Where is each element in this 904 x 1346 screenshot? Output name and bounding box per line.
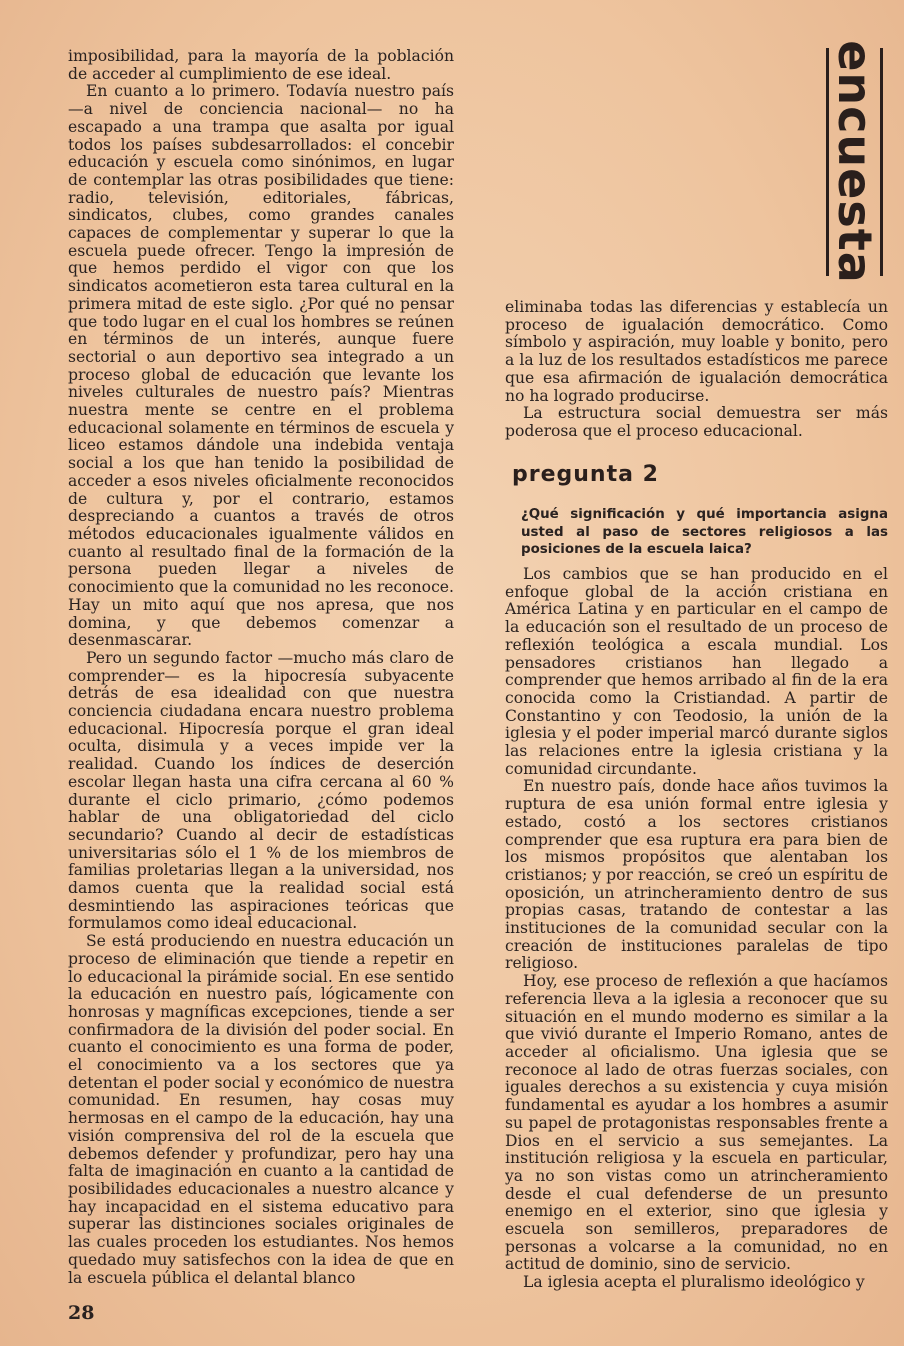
paragraph: Los cambios que se han producido en el enfoque global de la acción cristiana en América Latina y en particular en el campo de la educación son el resultado de un proceso de reflexión teológica a escala mundial. Los pensadores cristianos han llegado a comprender que hemos arribado al fin de la era conocida como la Cristiandad. A partir de Constantino y con Teodosio, la unión de la iglesia y el poder imperial marcó durante siglos las relaciones entre la iglesia cristiana y la comunidad circundante. [505, 565, 888, 778]
paragraph: La iglesia acepta el pluralismo ideológico y [523, 1273, 865, 1292]
left-column [68, 48, 454, 1287]
right-column-bottom [505, 566, 888, 1292]
paragraph: En cuanto a lo primero. Todavía nuestro país —a nivel de conciencia nacional— no ha escapado a una trampa que asalta por igual todos los países subdesarrollados: el concebir educación y escuela como sinónimos, en lugar de contemplar las otras posibilidades que tiene: radio, televisión, editoriales, fábricas, sindicatos, clubes, como grandes canales capaces de complementar y superar lo que la escuela puede ofrecer. Tengo la impresión de que hemos perdido el vigor con que los sindicatos acometieron esta tarea cultural en la primera mitad de este siglo. ¿Por qué no pensar que todo lugar en el cual los hombres se reúnen en términos de un interés, aunque fuere sectorial o aun deportivo sea integrado a un proceso global de educación que levante los niveles culturales de nuestro país? Mientras nuestra mente se centre en el problema educacional solamente en términos de escuela y liceo estamos dándole una indebida ventaja social a los que han tenido la posibilidad de acceder a esos niveles oficialmente reconocidos de cultura y, por el contrario, estamos despreciando a cuantos a través de otros métodos educacionales igualmente válidos en cuanto al resultado final de la formación de la persona pueden llegar a niveles de conocimiento que la comunidad no les reconoce. Hay un mito aquí que nos apresa, que nos domina, y que debemos comenzar a desenmascarar. [68, 82, 454, 650]
paragraph: eliminaba todas las diferencias y establecía un proceso de igualación democrático. Como símbolo y aspiración, muy loable y bonito, pero a la luz de los resultados estadísticos me parece que esa afirmación de igualación democrática no ha logrado producirse. [505, 298, 888, 405]
section-heading: pregunta 2 [512, 462, 659, 487]
paragraph: Pero un segundo factor —mucho más claro de comprender— es la hipocresía subyacente detrás de esa idealidad con que nuestra conciencia ciudadana encara nuestro problema educacional. Hipocresía porque el gran ideal oculta, disimula y a veces impide ver la realidad. Cuando los índices de deserción escolar llegan hasta una cifra cercana al 60 % durante el ciclo primario, ¿cómo podemos hablar de una obligatoriedad del ciclo secundario? Cuando al decir de estadísticas universitarias sólo el 1 % de los miembros de familias proletarias llegan a la universidad, nos damos cuenta que la realidad social está desmintiendo las aspiraciones teóricas que formulamos como ideal educacional. [68, 648, 454, 933]
paragraph: imposibilidad, para la mayoría de la población de acceder al cumplimiento de ese ideal. [68, 47, 454, 83]
question-text: ¿Qué significación y qué importancia asigna usted al paso de sectores religiosos a las posiciones de la escuela laica? [521, 507, 888, 557]
paragraph: Hoy, ese proceso de reflexión a que hacíamos referencia lleva a la iglesia a reconocer que su situación en el mundo moderno es similar a la que vivió durante el Imperio Romano, antes de acceder al oficialismo. Una iglesia que se reconoce al lado de otras fuerzas sociales, con iguales derechos a su existencia y cuya misión fundamental es ayudar a los hombres a asumir su papel de protagonistas responsables frente a Dios en el servicio a sus semejantes. La institución religiosa y la escuela en particular, ya no son vistas como un atrincheramiento desde el cual defenderse de un presunto enemigo en el exterior, sino que iglesia y escuela son semilleros, preparadores de personas a volcarse a la comunidad, no en actitud de dominio, sino de servicio. [505, 972, 888, 1274]
section-label-box [826, 40, 883, 284]
paragraph: En nuestro país, donde hace años tuvimos la ruptura de esa unión formal entre iglesia y estado, costó a los sectores cristianos comprender que esa ruptura era para bien de los mismos propósitos que alentaban los cristianos; y por reacción, se creó un espíritu de oposición, un atrincheramiento dentro de sus propias casas, tratando de contestar a las instituciones de la comunidad secular con la creación de instituciones paralelas de tipo religioso. [505, 777, 888, 973]
show-through-texture [470, 60, 810, 280]
page-number: 28 [68, 1302, 95, 1324]
section-label: encuesta [827, 40, 882, 284]
right-column-top [505, 299, 888, 441]
paragraph: Se está produciendo en nuestra educación un proceso de eliminación que tiende a repetir en lo educacional la pirámide social. En ese sentido la educación en nuestro país, lógicamente con honrosas y magníficas excepciones, tiende a ser confirmadora de la división del poder social. En cuanto el conocimiento es una forma de poder, el conocimiento va a los sectores que ya detentan el poder social y económico de nuestra comunidad. En resumen, hay cosas muy hermosas en el campo de la educación, hay una visión comprensiva del rol de la escuela que debemos defender y profundizar, pero hay una falta de imaginación en cuanto a la cantidad de posibilidades educacionales a nuestro alcance y hay incapacidad en el sistema educativo para superar las distinciones sociales originales de las cuales proceden los estudiantes. Nos hemos quedado muy satisfechos con la idea de que en la escuela pública el delantal blanco [68, 932, 454, 1287]
paragraph: La estructura social demuestra ser más poderosa que el proceso educacional. [505, 404, 888, 440]
